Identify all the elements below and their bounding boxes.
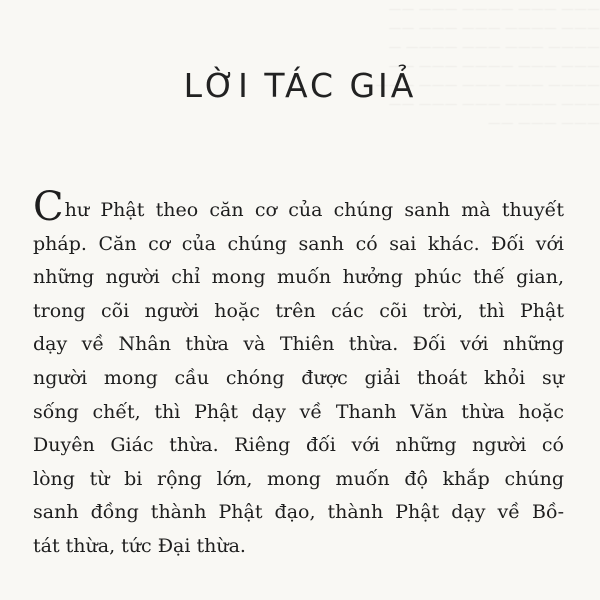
text-line-6: người mong cầu chóng được giải thoát khỏi sự	[33, 366, 564, 389]
text-line-11: tát thừa, tức Đại thừa.	[33, 534, 246, 557]
text-line-1	[33, 184, 564, 230]
chapter-heading: LỜI TÁC GIẢ	[183, 66, 417, 106]
text-line-1-content: hư Phật theo căn cơ của chúng sanh mà thuyết	[64, 199, 564, 221]
text-line-3: những người chỉ mong muốn hưởng phúc thế gian,	[33, 266, 564, 289]
text-line-10: sanh đồng thành Phật đạo, thành Phật dạy về Bồ-	[33, 501, 564, 524]
text-line-5: dạy về Nhân thừa và Thiên thừa. Đối với những	[33, 333, 564, 356]
bleed-through-texture: ——— ——— ———— ——— —— ——— ———— ——— ——— —— ———— ——— ——— ———— — ——— ——— ———— ——— —— ———— ——— ——— ——— ——— ——— ———— ——— ——— —— ——— ——— ——	[375, 2, 600, 131]
text-line-8: Duyên Giác thừa. Riêng đối với những người có	[33, 434, 564, 457]
text-line-9: lòng từ bi rộng lớn, mong muốn độ khắp chúng	[33, 467, 564, 490]
body-paragraph	[33, 184, 564, 564]
text-line-7: sống chết, thì Phật dạy về Thanh Văn thừa hoặc	[33, 400, 564, 423]
text-line-2: pháp. Căn cơ của chúng sanh có sai khác. Đối với	[33, 232, 564, 255]
drop-cap: C	[33, 184, 64, 230]
text-line-4: trong cõi người hoặc trên các cõi trời, thì Phật	[33, 299, 564, 322]
